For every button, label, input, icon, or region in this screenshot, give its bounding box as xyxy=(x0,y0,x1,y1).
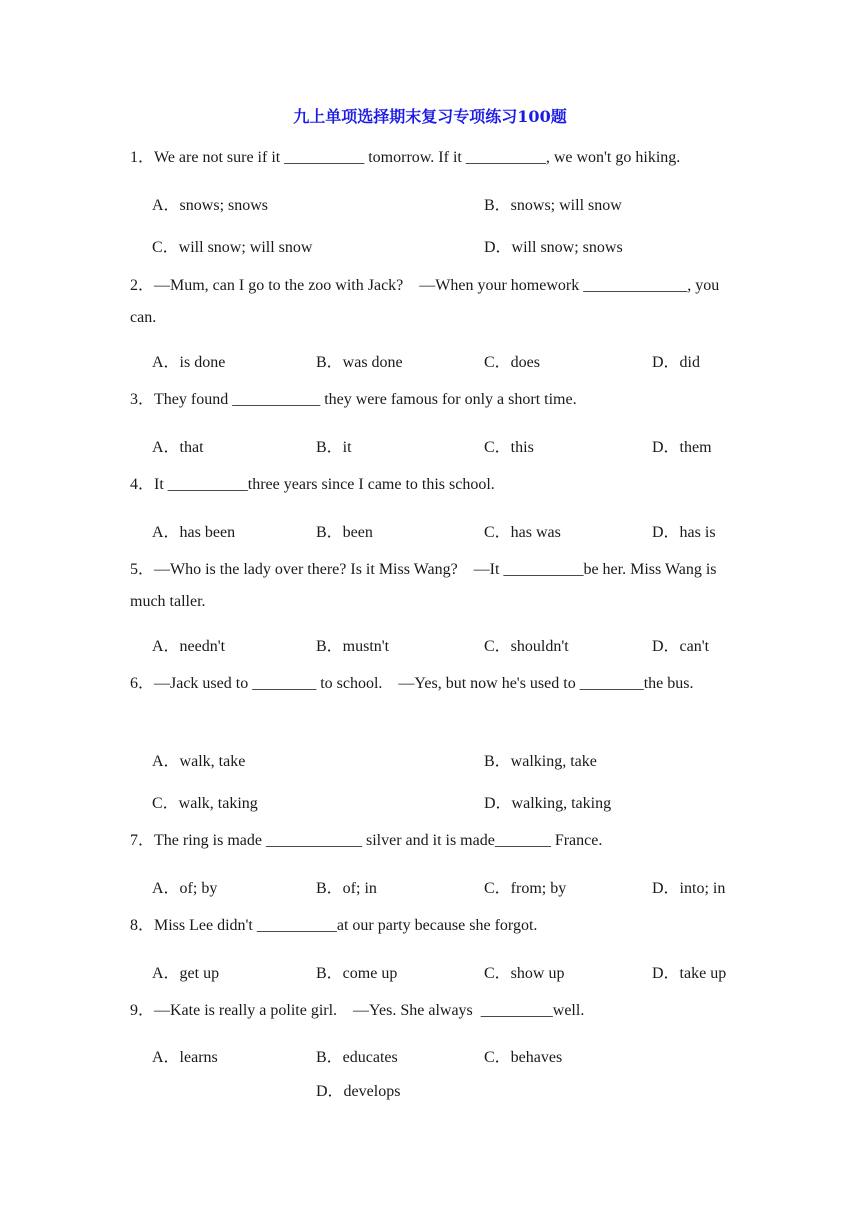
option-1d[interactable]: D．will snow; snows xyxy=(484,239,623,256)
option-4d[interactable]: D．has is xyxy=(652,524,716,541)
option-9a[interactable]: A．learns xyxy=(152,1049,218,1066)
option-2b[interactable]: B．was done xyxy=(316,354,403,371)
option-4b[interactable]: B．been xyxy=(316,524,373,541)
option-1b[interactable]: B．snows; will snow xyxy=(484,197,622,214)
question-5: 5．—Who is the lady over there? Is it Miss Wang? —It __________be her. Miss Wang is much taller. xyxy=(130,561,721,610)
option-6b[interactable]: B．walking, take xyxy=(484,753,597,770)
option-6a[interactable]: A．walk, take xyxy=(152,753,246,770)
question-6: 6．—Jack used to ________ to school. —Yes, but now he's used to ________the bus. xyxy=(130,675,694,692)
option-1c[interactable]: C．will snow; will snow xyxy=(152,239,313,256)
page-title: 九上单项选择期末复习专项练习100题 xyxy=(293,107,567,126)
option-2d[interactable]: D．did xyxy=(652,354,701,371)
option-5c[interactable]: C．shouldn't xyxy=(484,638,569,655)
option-9d[interactable]: D．develops xyxy=(316,1083,401,1100)
option-3c[interactable]: C．this xyxy=(484,439,534,456)
question-1: 1．We are not sure if it __________ tomorrow. If it __________, we won't go hiking. xyxy=(130,149,681,166)
question-4: 4．It __________three years since I came to this school. xyxy=(130,476,495,493)
question-3: 3．They found ___________ they were famous for only a short time. xyxy=(130,391,577,408)
option-6c[interactable]: C．walk, taking xyxy=(152,795,258,812)
option-7a[interactable]: A．of; by xyxy=(152,880,218,897)
option-2a[interactable]: A．is done xyxy=(152,354,226,371)
option-4a[interactable]: A．has been xyxy=(152,524,236,541)
option-5a[interactable]: A．needn't xyxy=(152,638,226,655)
option-3b[interactable]: B．it xyxy=(316,439,352,456)
option-2c[interactable]: C．does xyxy=(484,354,541,371)
option-7b[interactable]: B．of; in xyxy=(316,880,377,897)
option-8d[interactable]: D．take up xyxy=(652,965,727,982)
option-9b[interactable]: B．educates xyxy=(316,1049,398,1066)
option-7c[interactable]: C．from; by xyxy=(484,880,567,897)
option-5d[interactable]: D．can't xyxy=(652,638,710,655)
option-8b[interactable]: B．come up xyxy=(316,965,398,982)
option-8a[interactable]: A．get up xyxy=(152,965,220,982)
question-7: 7．The ring is made ____________ silver and it is made_______ France. xyxy=(130,832,603,849)
question-2: 2．—Mum, can I go to the zoo with Jack? —When your homework _____________, you can. xyxy=(130,277,724,326)
option-8c[interactable]: C．show up xyxy=(484,965,565,982)
option-3d[interactable]: D．them xyxy=(652,439,712,456)
option-9c[interactable]: C．behaves xyxy=(484,1049,563,1066)
option-4c[interactable]: C．has was xyxy=(484,524,561,541)
option-1a[interactable]: A．snows; snows xyxy=(152,197,269,214)
option-7d[interactable]: D．into; in xyxy=(652,880,726,897)
question-9: 9．—Kate is really a polite girl. —Yes. She always _________well. xyxy=(130,1002,585,1019)
question-8: 8．Miss Lee didn't __________at our party because she forgot. xyxy=(130,917,538,934)
option-3a[interactable]: A．that xyxy=(152,439,204,456)
option-6d[interactable]: D．walking, taking xyxy=(484,795,612,812)
option-5b[interactable]: B．mustn't xyxy=(316,638,390,655)
